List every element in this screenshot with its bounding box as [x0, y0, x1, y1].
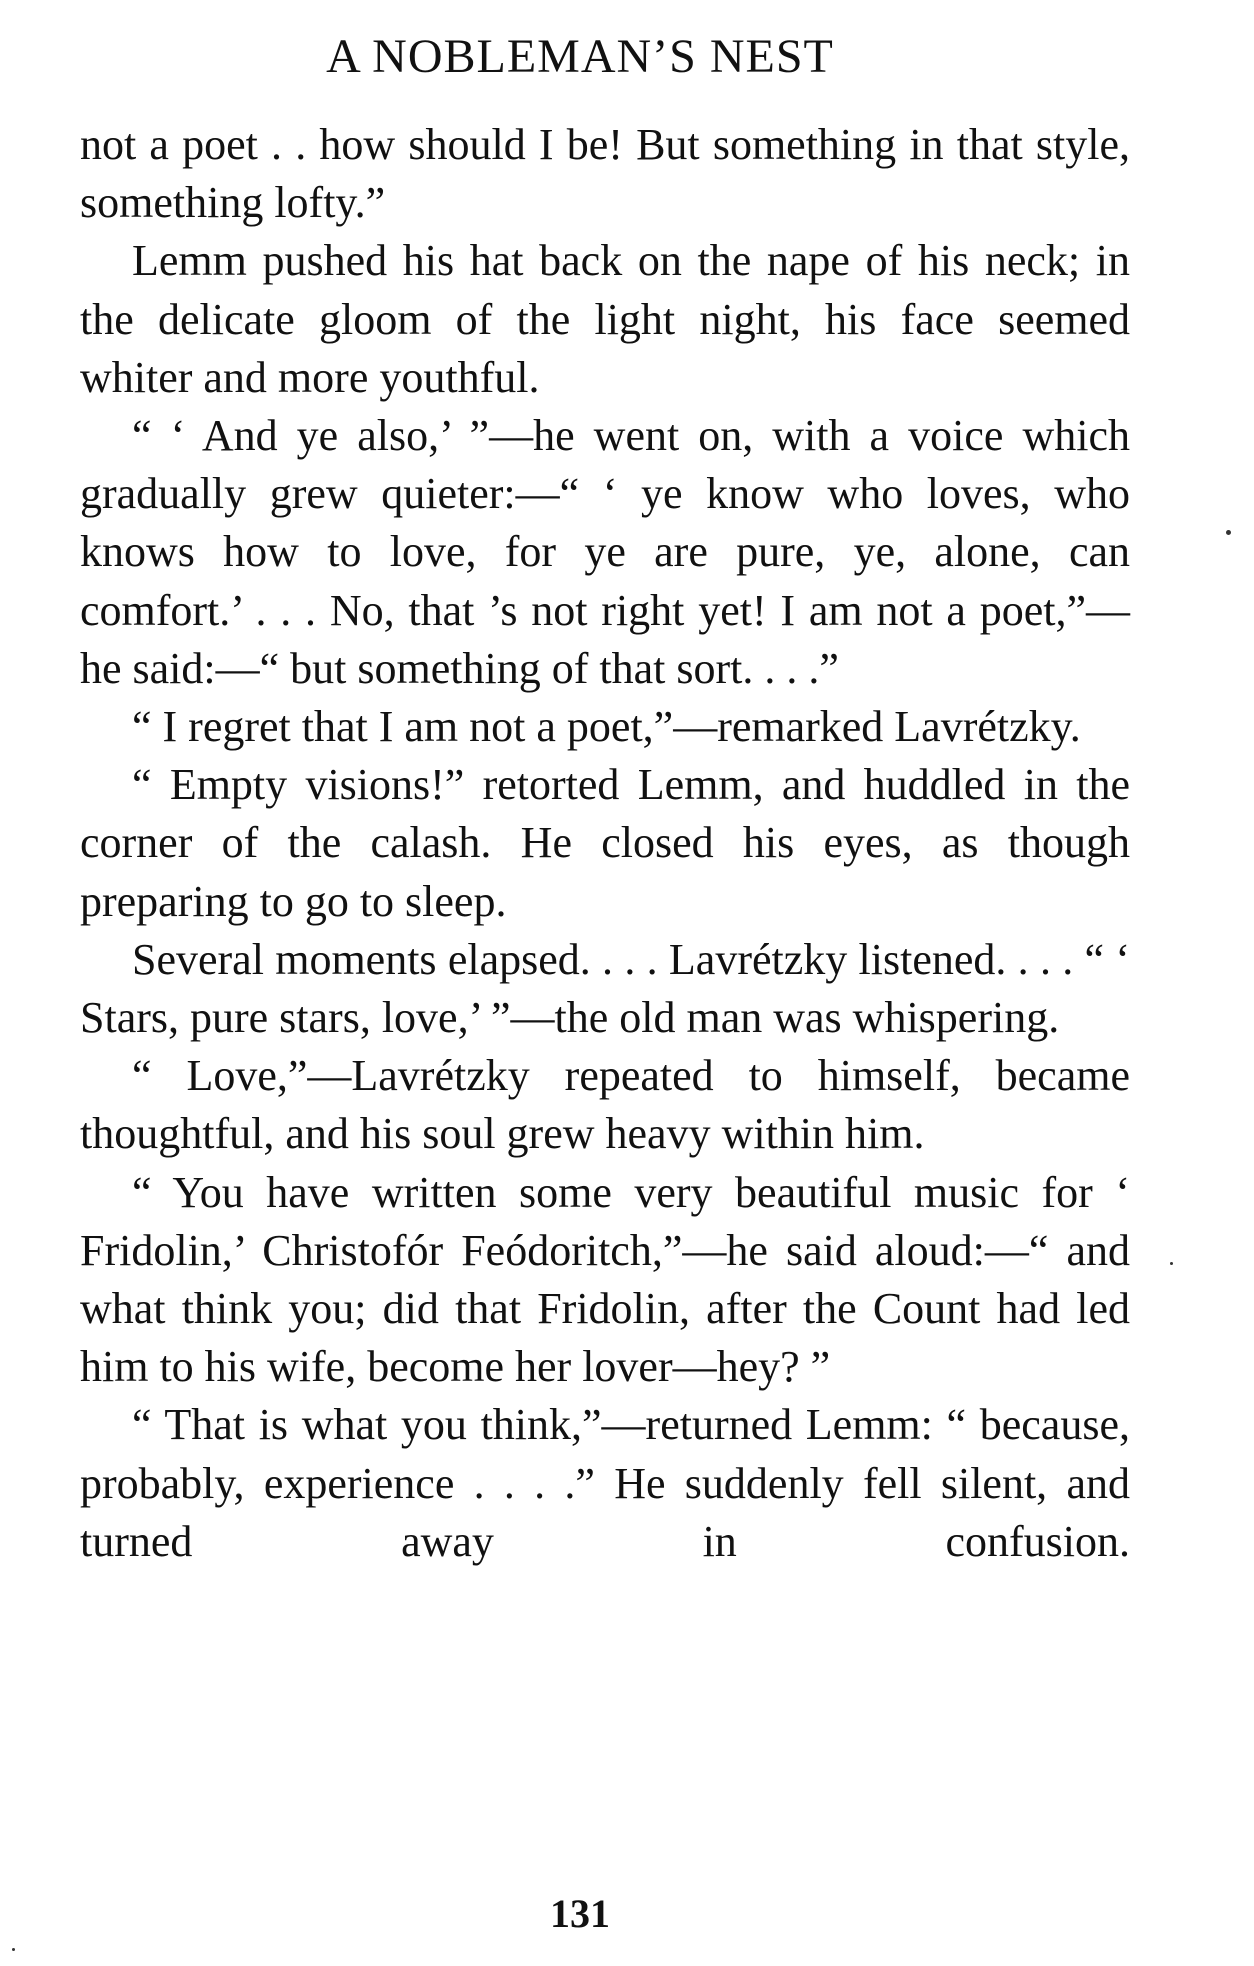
paragraph: “ Love,”—Lavrétzky repeated to himself, became thoughtful, and his soul grew heavy within him.: [80, 1051, 1130, 1159]
paragraph: Lemm pushed his hat back on the nape of his neck; in the delicate gloom of the light night, his face seemed whiter and more youthful.: [80, 236, 1130, 402]
paragraph-continued: not a poet . . how should I be! But something in that style, something lofty.”: [80, 120, 1130, 228]
running-title: A NOBLEMAN’S NEST: [326, 30, 834, 83]
body-text: [80, 116, 1130, 1571]
paragraph: “ I regret that I am not a poet,”—remarked Lavrétzky.: [132, 702, 1081, 752]
paragraph: “ That is what you think,”—returned Lemm: “ because, probably, experience . . . .” He suddenly fell silent, and turned away in confusion.: [80, 1400, 1130, 1566]
paragraph: Several moments elapsed. . . . Lavrétzky listened. . . . “ ‘ Stars, pure stars, love,’ ”—the old man was whispering.: [80, 934, 1130, 1043]
print-speck: [1170, 1262, 1173, 1265]
paragraph: “ ‘ And ye also,’ ”—he went on, with a voice which gradually grew quieter:—“ ‘ ye know who loves, who knows how to love, for ye are pure, ye, alone, can comfort.’ . . . No, that ’s not right yet! I am not a poet,”—he said:—“ but something of that sort. . . .”: [80, 411, 1130, 693]
print-speck: [1226, 530, 1231, 535]
print-speck: [12, 1948, 15, 1951]
paragraph: “ You have written some very beautiful music for ‘ Fridolin,’ Christofór Feódoritch,”—he said aloud:—“ and what think you; did that Fridolin, after the Count had led him to his wife, become her lover—hey? ”: [80, 1167, 1130, 1392]
page-number: 131: [550, 1891, 610, 1936]
paragraph: “ Empty visions!” retorted Lemm, and huddled in the corner of the calash. He closed his eyes, as though preparing to go to sleep.: [80, 760, 1130, 926]
